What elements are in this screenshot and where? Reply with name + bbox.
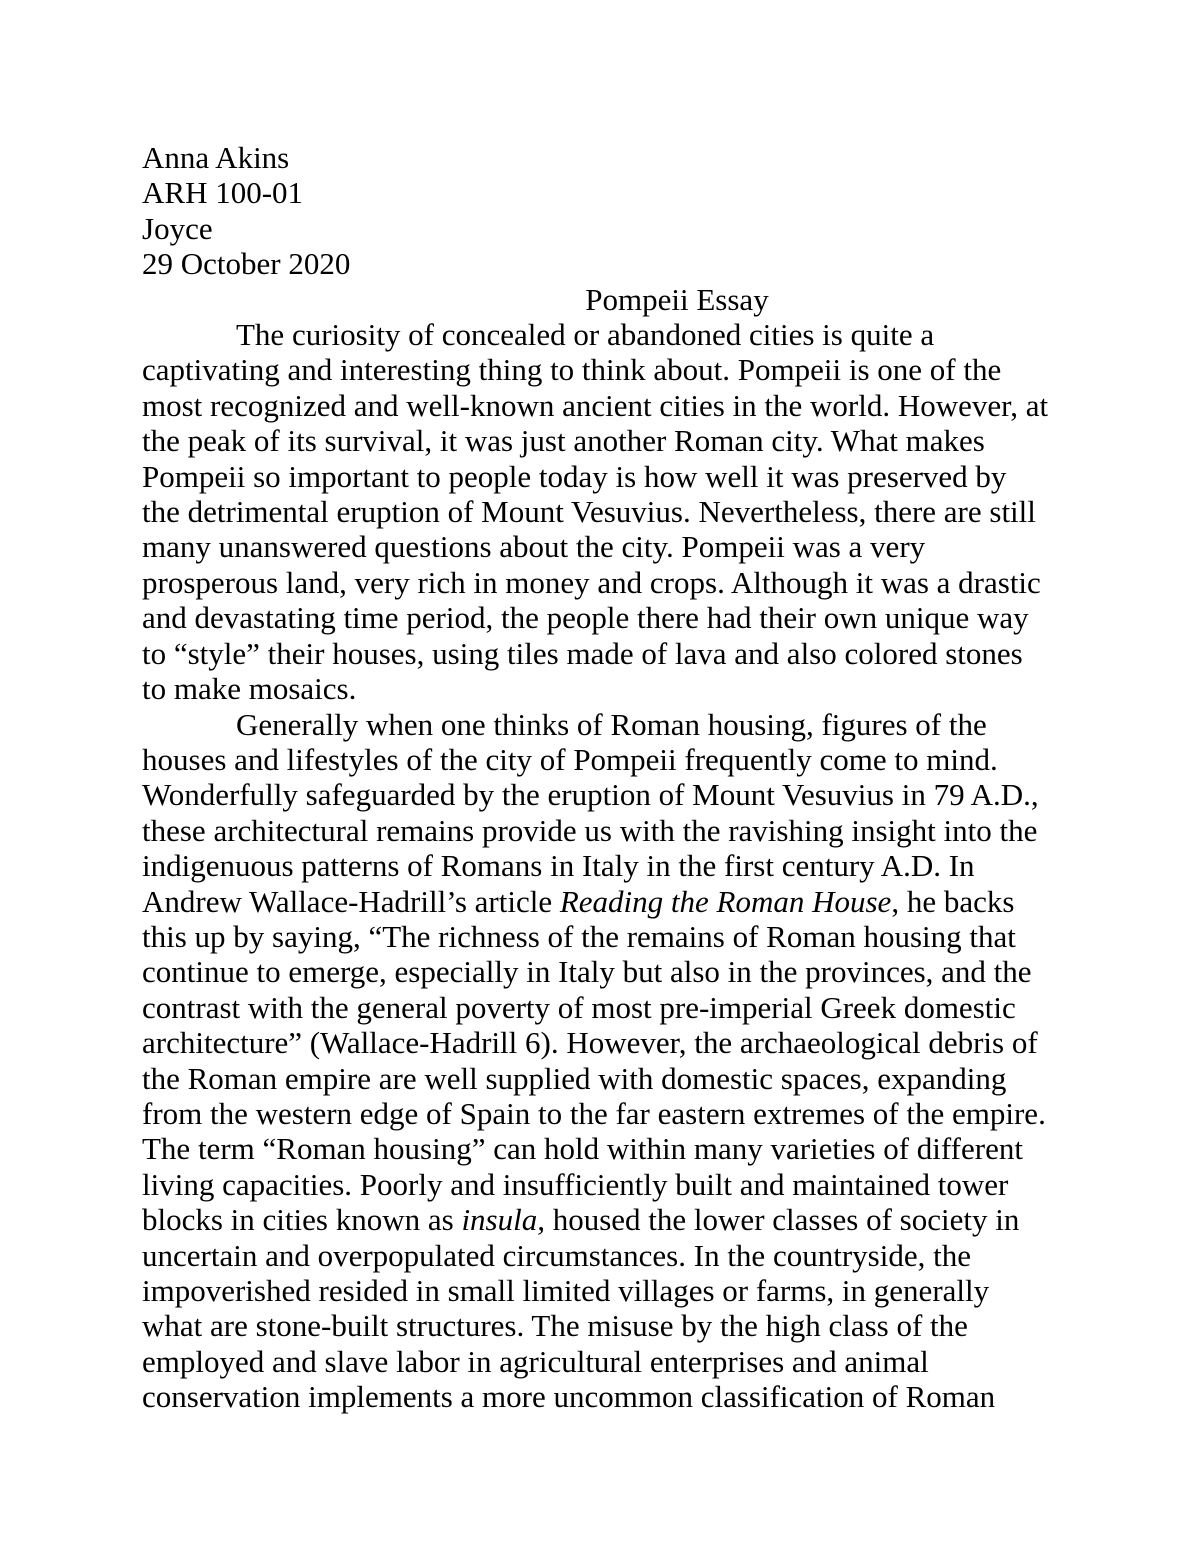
paragraph-2-line: Generally when one thinks of Roman housing, figures of the <box>236 706 987 742</box>
paragraph-2-line: impoverished resided in small limited villages or farms, in generally <box>142 1273 990 1308</box>
paragraph-2-line <box>142 1202 1062 1237</box>
course-code: ARH 100-01 <box>142 175 304 211</box>
essay-body <box>142 140 1062 1415</box>
paragraph-2-line: conservation implements a more uncommon classification of Roman <box>142 1379 996 1415</box>
paragraph-2-line: employed and slave labor in agricultural enterprises and animal <box>142 1343 929 1379</box>
essay-date: 29 October 2020 <box>142 246 351 282</box>
paragraph-2-line: uncertain and overpopulated circumstances. In the countryside, the <box>142 1237 971 1273</box>
paragraph-2-line: indigenuous patterns of Romans in Italy in the first century A.D. In <box>142 848 975 884</box>
paragraph-1-line: most recognized and well-known ancient cities in the world. However, at <box>142 387 1049 423</box>
paragraph-2-line: from the western edge of Spain to the far eastern extremes of the empire. <box>142 1095 1046 1131</box>
paragraph-2-line: contrast with the general poverty of most pre-imperial Greek domestic <box>142 989 1016 1025</box>
paragraph-1-line: prosperous land, very rich in money and crops. Although it was a drastic <box>142 564 1041 600</box>
article-title-italic: Reading the Roman House <box>559 883 892 919</box>
essay-title: Pompeii Essay <box>585 281 769 317</box>
paragraph-1-line: and devastating time period, the people there had their own unique way <box>142 600 1029 636</box>
term-italic: insula, <box>461 1202 545 1238</box>
paragraph-2-line: continue to emerge, especially in Italy but also in the provinces, and the <box>142 954 1032 990</box>
paragraph-1-line: The curiosity of concealed or abandoned cities is quite a <box>236 317 935 353</box>
paragraph-1-line: the peak of its survival, it was just another Roman city. What makes <box>142 423 985 459</box>
paragraph-2-line: living capacities. Poorly and insufficiently built and maintained tower <box>142 1166 1009 1202</box>
paragraph-2-line: what are stone-built structures. The misuse by the high class of the <box>142 1308 968 1344</box>
text-run: housed the lower classes of society in <box>544 1202 1020 1238</box>
paragraph-1-line: to “style” their houses, using tiles made of lava and also colored stones <box>142 635 1023 671</box>
paragraph-2-line: the Roman empire are well supplied with domestic spaces, expanding <box>142 1060 1007 1096</box>
text-run: blocks in cities known as <box>142 1202 462 1238</box>
paragraph-2-line: architecture” (Wallace-Hadrill 6). However, the archaeological debris of <box>142 1025 1038 1061</box>
author-name: Anna Akins <box>142 140 290 175</box>
paragraph-2-line <box>142 884 1062 919</box>
paragraph-2 <box>142 707 1062 1415</box>
instructor-name: Joyce <box>142 210 213 246</box>
paragraph-1-line: many unanswered questions about the city. Pompeii was a very <box>142 529 926 565</box>
paragraph-2-line: The term “Roman housing” can hold within many varieties of different <box>142 1131 1023 1167</box>
paragraph-1-line: to make mosaics. <box>142 671 357 707</box>
paragraph-1-line: the detrimental eruption of Mount Vesuvius. Nevertheless, there are still <box>142 494 1036 530</box>
paragraph-2-line: houses and lifestyles of the city of Pompeii frequently come to mind. <box>142 741 998 777</box>
paragraph-1-line: captivating and interesting thing to think about. Pompeii is one of the <box>142 352 1002 388</box>
text-run: Andrew Wallace-Hadrill’s article <box>142 883 560 919</box>
paragraph-2-line: Wonderfully safeguarded by the eruption of Mount Vesuvius in 79 A.D., <box>142 777 1039 813</box>
text-run: , he backs <box>891 883 1015 919</box>
paragraph-2-line: these architectural remains provide us with the ravishing insight into the <box>142 812 1038 848</box>
paragraph-1-line: Pompeii so important to people today is how well it was preserved by <box>142 458 1007 494</box>
paragraph-2-line: this up by saying, “The richness of the remains of Roman housing that <box>142 918 1016 954</box>
paragraph-1 <box>142 317 1062 706</box>
